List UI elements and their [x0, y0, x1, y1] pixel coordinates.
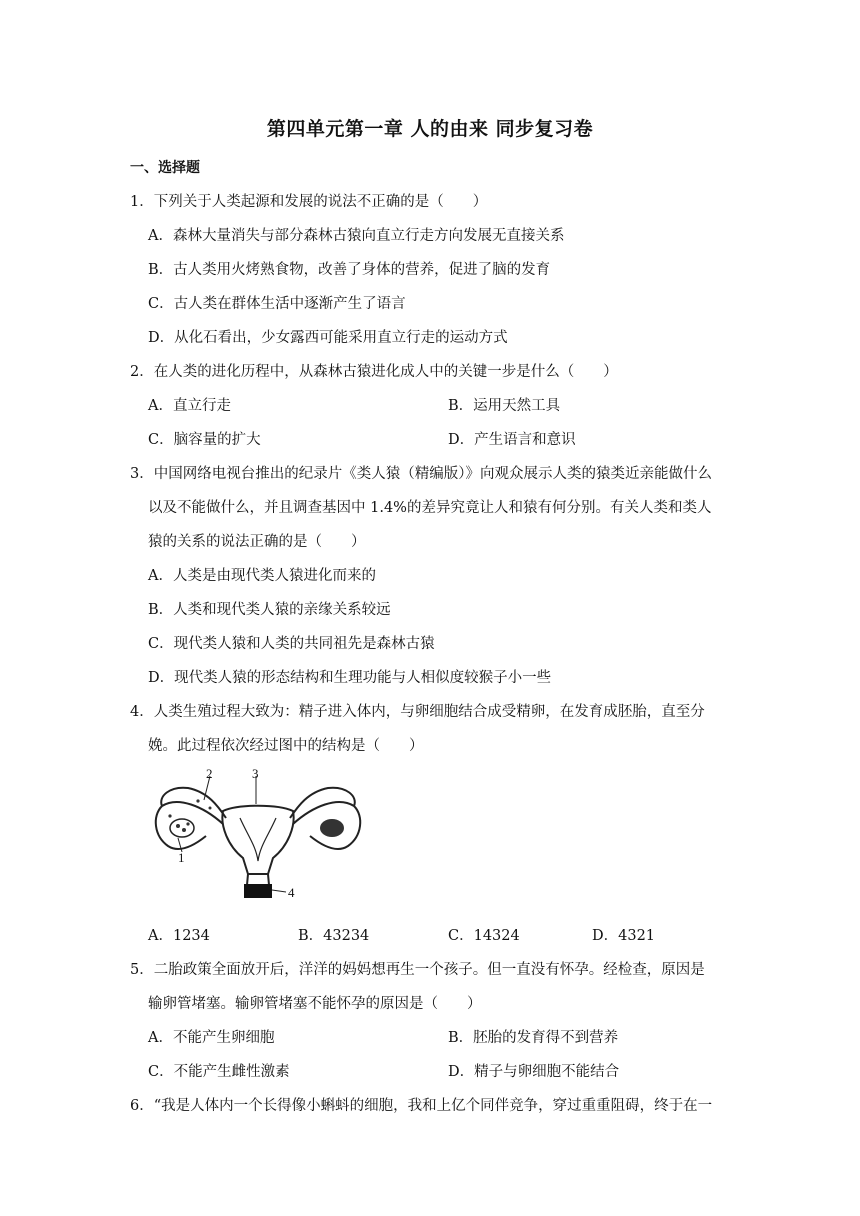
page-title: 第四单元第一章 人的由来 同步复习卷 [266, 118, 594, 140]
question-4-option-b[interactable]: B．43234 [298, 928, 370, 944]
figure-label-1: 1 [178, 850, 185, 865]
section-heading: 一、选择题 [130, 160, 200, 176]
question-3-option-c[interactable]: C．现代类人猿和人类的共同祖先是森林古猿 [148, 636, 435, 652]
question-5-option-a[interactable]: A．不能产生卵细胞 [148, 1030, 275, 1046]
question-5-option-b[interactable]: B．胚胎的发育得不到营养 [448, 1030, 619, 1046]
question-5-stem-line-1: 5．二胎政策全面放开后，洋洋的妈妈想再生一个孩子。但一直没有怀孕。经检查，原因是 [130, 962, 705, 978]
question-1-option-b[interactable]: B．古人类用火烤熟食物，改善了身体的营养，促进了脑的发育 [148, 262, 551, 278]
question-5-stem-line-2: 输卵管堵塞。输卵管堵塞不能怀孕的原因是（ ） [148, 996, 482, 1012]
question-6-stem-line-1: 6．“我是人体内一个长得像小蝌蚪的细胞，我和上亿个同伴竞争，穿过重重阻碍，终于在一 [130, 1098, 713, 1114]
question-1-option-d[interactable]: D．从化石看出，少女露西可能采用直立行走的运动方式 [148, 330, 508, 346]
question-2-option-b[interactable]: B．运用天然工具 [448, 398, 561, 414]
figure-label-2: 2 [206, 766, 213, 781]
question-3-stem-line-1: 3．中国网络电视台推出的纪录片《类人猿（精编版）》向观众展示人类的猿类近亲能做什么 [130, 466, 712, 482]
question-3-option-d[interactable]: D．现代类人猿的形态结构和生理功能与人相似度较猴子小一些 [148, 670, 552, 686]
question-1-option-c[interactable]: C．古人类在群体生活中逐渐产生了语言 [148, 296, 406, 312]
question-3-stem-line-3: 猿的关系的说法正确的是（ ） [148, 534, 366, 550]
question-1-stem: 1．下列关于人类起源和发展的说法不正确的是（ ） [130, 194, 488, 210]
question-4-stem-line-2: 娩。此过程依次经过图中的结构是（ ） [148, 738, 424, 754]
question-3-option-a[interactable]: A．人类是由现代类人猿进化而来的 [148, 568, 376, 584]
question-4-option-d[interactable]: D．4321 [592, 928, 656, 944]
question-2-option-c[interactable]: C．脑容量的扩大 [148, 432, 261, 448]
question-3-option-b[interactable]: B．人类和现代类人猿的亲缘关系较远 [148, 602, 391, 618]
question-5-option-c[interactable]: C．不能产生雌性激素 [148, 1064, 290, 1080]
question-4-stem-line-1: 4．人类生殖过程大致为：精子进入体内，与卵细胞结合成受精卵，在发育成胚胎，直至分 [130, 704, 705, 720]
question-2-option-a[interactable]: A．直立行走 [148, 398, 231, 414]
question-1-option-a[interactable]: A．森林大量消失与部分森林古猿向直立行走方向发展无直接关系 [148, 228, 565, 244]
question-3-stem-line-2: 以及不能做什么，并且调查基因中 1.4%的差异究竟让人和猿有何分别。有关人类和类人 [148, 500, 712, 516]
question-4-option-a[interactable]: A．1234 [148, 928, 210, 944]
figure-label-3: 3 [252, 766, 259, 781]
question-2-stem: 2．在人类的进化历程中，从森林古猿进化成人中的关键一步是什么（ ） [130, 364, 618, 380]
question-5-option-d[interactable]: D．精子与卵细胞不能结合 [448, 1064, 620, 1080]
figure-label-4: 4 [288, 885, 295, 900]
question-4-option-c[interactable]: C．14324 [448, 928, 520, 944]
question-2-option-d[interactable]: D．产生语言和意识 [448, 432, 576, 448]
uterus-diagram [148, 766, 368, 904]
